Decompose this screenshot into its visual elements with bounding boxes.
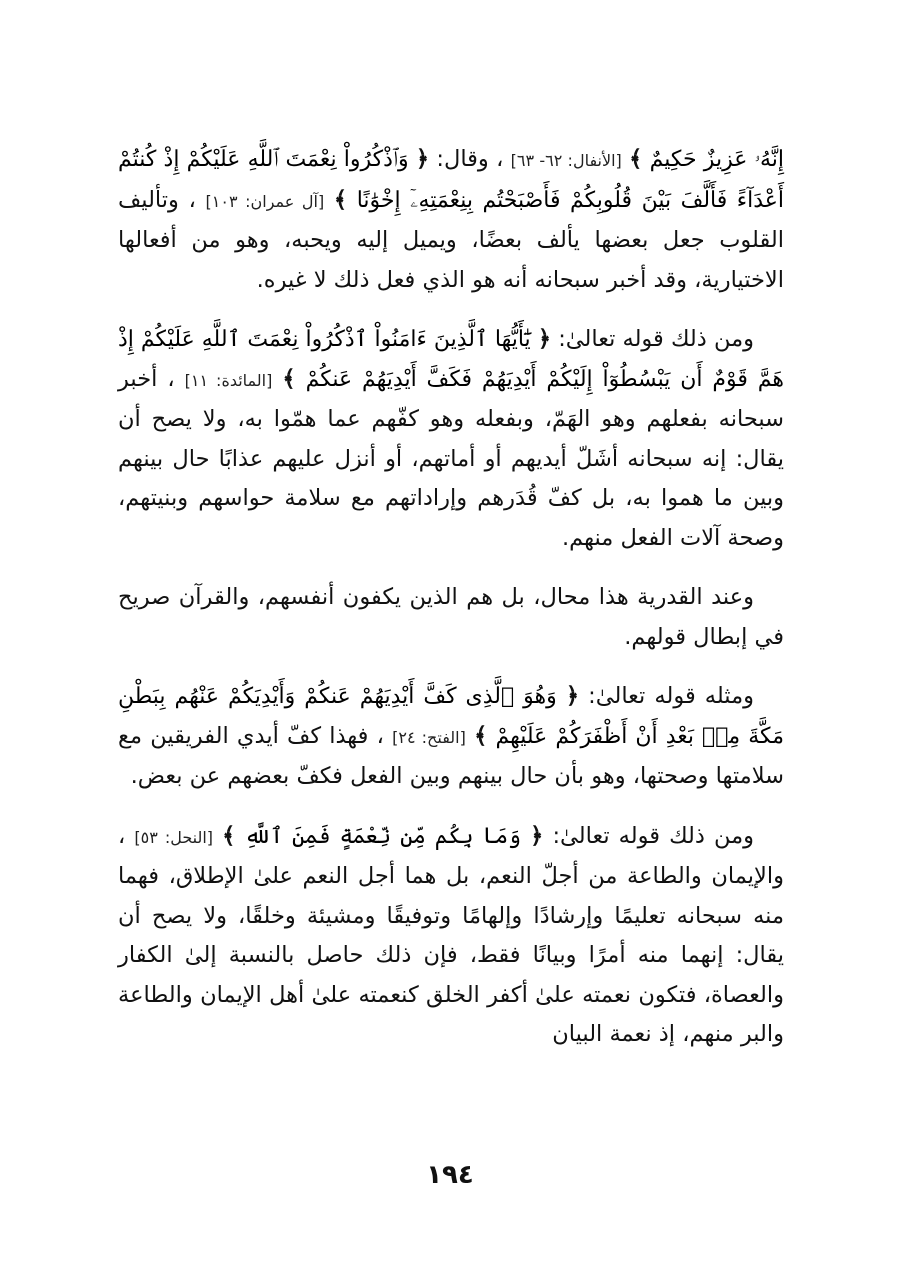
paragraph-2 [118,320,784,558]
quran-verse: يَٰٓأَيُّهَا ٱلَّذِينَ ءَامَنُواْ ٱذْكُرُواْ نِعْمَتَ ٱللَّهِ عَلَيْكُمْ إِذْ هَمَّ قَوْمٌ أَن يَبْسُطُوٓاْ إِلَيْكُمْ أَيْدِيَهُمْ فَكَفَّ أَيْدِيَهُمْ عَنكُمْ [118,327,784,392]
quran-verse: وَهُوَ ٱلَّذِى كَفَّ أَيْدِيَهُمْ عَنكُمْ وَأَيْدِيَكُمْ عَنْهُم بِبَطْنِ مَكَّةَ مِنۢ بَعْدِ أَنْ أَظْفَرَكُمْ عَلَيْهِمْ [118,684,784,749]
page-number: ١٩٤ [426,1160,474,1190]
quran-close-bracket: ﴾ [282,365,296,392]
quran-close-bracket: ﴾ [474,722,488,749]
quran-verse: وَمَا بِكُم مِّن نِّعْمَةٍ فَمِنَ ٱللَّهِ [244,823,522,849]
paragraph-text: ، والإيمان والطاعة من أجلّ النعم، بل هما أجل النعم علىٰ الإطلاق، فهما منه سبحانه تعليمًا وإرشادًا وإلهامًا وتوفيقًا ومشيئة وخلقًا، ولا يصح أن يقال: إنهما منه أمرًا وبيانًا فقط، فإن ذلك حاصل بالنسبة إلىٰ الكفار والعصاة، فتكون نعمته علىٰ أكفر الخلق كنعمته علىٰ أهل الإيمان والطاعة والبر منهم، إذ نعمة البيان [118,822,784,1047]
paragraph-text: ومن ذلك قوله تعالىٰ: [551,326,755,352]
paragraph-3 [118,578,784,657]
paragraph-text: ، وقال: [429,146,504,172]
paragraph-4 [118,677,784,797]
quran-close-bracket: ﴾ [629,146,643,172]
body-text [118,140,784,1075]
quran-verse: وَٱذْكُرُواْ نِعْمَتَ ٱللَّهِ عَلَيْكُمْ إِذْ كُنتُمْ أَعْدَآءً فَأَلَّفَ بَيْنَ قُلُوبِكُمْ فَأَصْبَحْتُم بِنِعْمَتِهِۦٓ إِخْوَٰنًا [118,147,784,213]
paragraph-text: وعند القدرية هذا محال، بل هم الذين يكفون أنفسهم، والقرآن صريح في إبطال قولهم. [118,584,784,650]
paragraph-text: ، وتأليف القلوب جعل بعضها يألف بعضًا، ويميل إليه ويحبه، وهو من أفعالها الاختيارية، وقد أخبر سبحانه أنه هو الذي فعل ذلك لا غيره. [118,186,784,293]
quran-close-bracket: ﴾ [222,822,236,849]
verse-reference: [النحل: ٥٣] [134,827,214,847]
quran-close-bracket: ﴾ [333,186,348,213]
paragraph-text: ومن ذلك قوله تعالىٰ: [543,822,755,849]
quran-verse: إِنَّهُۥ عَزِيزٌ حَكِيمٌ [649,147,785,172]
quran-open-bracket: ﴿ [530,822,544,849]
verse-reference: [الأنفال: ٦٢- ٦٣] [510,151,622,170]
verse-reference: [المائدة: ١١] [184,370,273,390]
paragraph-text: ومثله قوله تعالىٰ: [579,683,755,709]
paragraph-text: ، فهذا كفّ أيدي الفريقين مع سلامتها وصحتها، وهو بأن حال بينهم وبين الفعل فكفّ بعضهم عن بعض. [118,722,784,789]
verse-reference: [الفتح: ٢٤] [392,727,466,747]
paragraph-text: ، أخبر سبحانه بفعلهم وهو الهَمّ، وبفعله وهو كفّهم عما همّوا به، ولا يصح أن يقال: إنه سبحانه أشَلّ أيديهم أو أماتهم، أو أنزل عليهم عذابًا حال بينهم وبين ما هموا به، بل كفّ قُدَرهم وإراداتهم مع سلامة حواسهم وبنيتهم، وصحة آلات الفعل منهم. [118,365,784,551]
quran-open-bracket: ﴿ [537,326,552,352]
quran-open-bracket: ﴿ [415,146,430,172]
paragraph-1 [118,140,784,300]
quran-open-bracket: ﴿ [565,683,580,709]
paragraph-5 [118,817,784,1055]
verse-reference: [آل عمران: ١٠٣] [205,191,325,211]
